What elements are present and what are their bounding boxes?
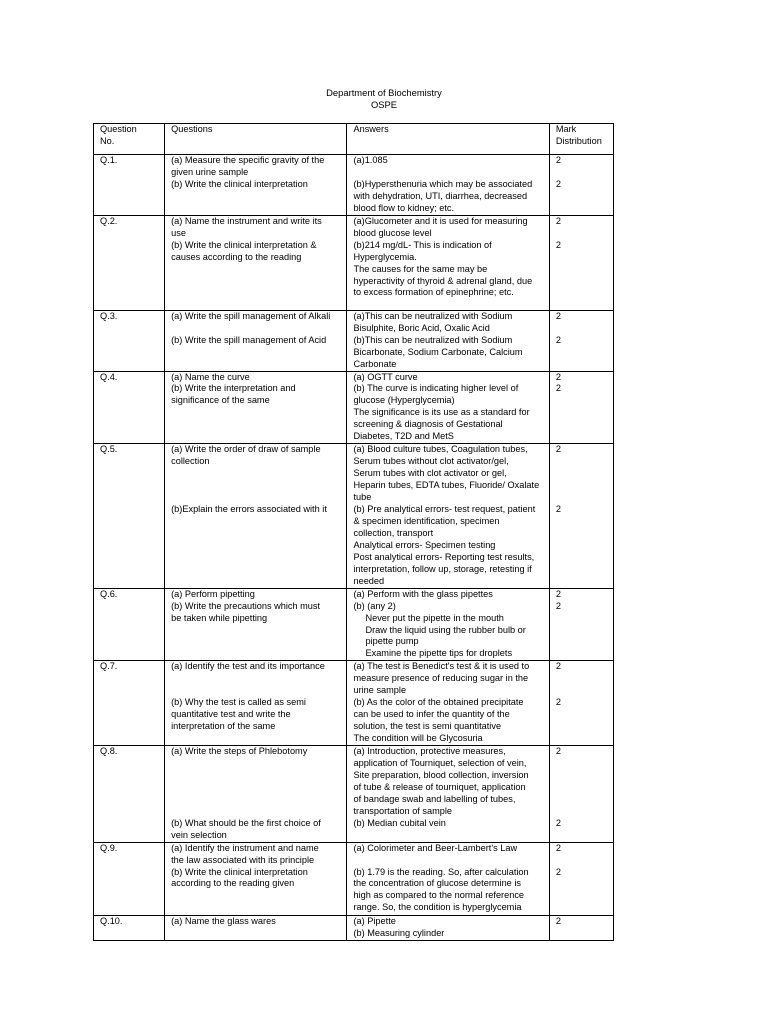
answer-line: (a)Glucometer and it is used for measuring xyxy=(353,215,528,226)
mark-cell xyxy=(549,588,613,661)
mark-line: 2 xyxy=(555,334,561,345)
mark-line: 2 xyxy=(555,697,561,708)
answer-line: Site preparation, blood collection, inversion xyxy=(353,769,529,780)
question-number-cell xyxy=(94,661,165,746)
mark-line xyxy=(556,806,607,818)
question-number-line: Q.1. xyxy=(100,155,118,165)
question-line: (b) Why the test is called as semi xyxy=(171,697,306,708)
answer-line: The condition will be Glycosuria xyxy=(353,733,483,744)
answer-cell xyxy=(347,915,549,940)
mark-cell xyxy=(549,155,613,216)
question-number-line: Q.4. xyxy=(100,371,118,382)
answer-line: Draw the liquid using the rubber bulb or xyxy=(365,624,526,635)
answer-line: (a) Perform with the glass pipettes xyxy=(353,588,493,599)
mark-line xyxy=(556,758,607,770)
question-line xyxy=(171,468,340,480)
mark-cell xyxy=(549,124,613,155)
answer-line: collection, transport xyxy=(353,527,434,538)
answer-line: (b)Hypersthenuria which may be associated xyxy=(353,178,533,189)
mark-line: 2 xyxy=(555,866,561,877)
answer-line: The significance is its use as a standard for xyxy=(353,407,530,418)
mark-line xyxy=(556,167,607,179)
mark-line xyxy=(556,673,607,685)
answer-line: (b) The curve is indicating higher level of xyxy=(353,383,519,394)
mark-line: 2 xyxy=(555,817,561,828)
question-line xyxy=(171,806,340,818)
answer-line: solution, the test is semi quantitative xyxy=(353,721,502,732)
answer-cell xyxy=(347,215,549,310)
mark-line xyxy=(556,855,607,867)
answer-line: blood flow to kidney; etc. xyxy=(353,202,455,213)
mark-line xyxy=(556,782,607,794)
mark-line: 2 xyxy=(555,310,561,321)
question-line: (a) Identify the instrument and name xyxy=(171,842,319,853)
answer-line: Bisulphite, Boric Acid, Oxalic Acid xyxy=(353,322,490,333)
question-line: (b) Write the interpretation and xyxy=(171,383,296,394)
question-cell xyxy=(165,588,347,661)
question-line: collection xyxy=(171,456,210,467)
mark-line: 2 xyxy=(555,383,561,394)
question-number-cell xyxy=(94,310,165,371)
question-line: (a) Name the curve xyxy=(171,371,250,382)
mark-cell xyxy=(549,444,613,588)
mark-line xyxy=(556,480,607,492)
question-line: (b)Explain the errors associated with it xyxy=(171,503,327,514)
answer-line: Carbonate xyxy=(353,358,397,369)
mark-line xyxy=(556,492,607,504)
answer-line: glucose (Hyperglycemia) xyxy=(353,395,455,406)
question-number-line: Q.2. xyxy=(100,215,118,226)
question-line xyxy=(171,685,340,697)
question-cell xyxy=(165,661,347,746)
answer-line: blood glucose level xyxy=(353,227,432,238)
question-line: (a) Write the steps of Phlebotomy xyxy=(171,746,308,757)
question-line: (b) What should be the first choice of xyxy=(171,817,321,828)
question-line: (b) Write the precautions which must xyxy=(171,600,321,611)
table-header-row xyxy=(94,124,614,155)
mark-line: Mark xyxy=(555,124,577,134)
question-number-cell xyxy=(94,215,165,310)
question-number-line: No. xyxy=(100,135,115,146)
answer-line: pipette pump xyxy=(365,636,419,647)
answer-line: (a) The test is Benedict's test & it is used to xyxy=(353,661,530,672)
table-row xyxy=(94,215,614,310)
mark-cell xyxy=(549,746,613,843)
mark-line: 2 xyxy=(555,371,561,382)
answer-line: Analytical errors- Specimen testing xyxy=(353,539,496,550)
mark-line: 2 xyxy=(555,661,561,672)
mark-line: 2 xyxy=(555,503,561,514)
question-cell xyxy=(165,842,347,915)
question-line: (a) Perform pipetting xyxy=(171,588,255,599)
question-cell xyxy=(165,310,347,371)
department-title: Department of Biochemistry xyxy=(326,87,442,98)
question-line: (a) Write the spill management of Alkali xyxy=(171,310,331,321)
answer-line: screening & diagnosis of Gestational xyxy=(353,419,503,430)
question-number-cell xyxy=(94,124,165,155)
mark-line: 2 xyxy=(555,215,561,226)
table-row xyxy=(94,310,614,371)
mark-line: Distribution xyxy=(555,135,602,146)
answer-cell xyxy=(347,661,549,746)
mark-line xyxy=(556,770,607,782)
answer-line: (b) Pre analytical errors- test request, patient xyxy=(353,504,536,514)
question-line: interpretation of the same xyxy=(171,721,276,732)
question-line: (b) Write the clinical interpretation xyxy=(171,866,308,877)
answer-line: (a) Blood culture tubes, Coagulation tubes, xyxy=(353,444,528,455)
table-row xyxy=(94,661,614,746)
answer-cell xyxy=(347,155,549,216)
table-row xyxy=(94,371,614,444)
question-number-line: Q.5. xyxy=(100,444,118,455)
question-number-line: Q.8. xyxy=(100,746,118,757)
mark-line: 2 xyxy=(555,155,561,165)
question-number-cell xyxy=(94,588,165,661)
mark-line: 2 xyxy=(555,239,561,250)
ospe-table xyxy=(93,123,614,941)
mark-cell xyxy=(549,915,613,940)
table-row xyxy=(94,444,614,588)
question-number-line: Q.6. xyxy=(100,588,118,599)
question-line xyxy=(171,758,340,770)
answer-line: (a) Colorimeter and Beer-Lambert's Law xyxy=(353,842,518,853)
mark-cell xyxy=(549,310,613,371)
answer-line: with dehydration, UTI, diarrhea, decreased xyxy=(353,190,528,201)
answer-line: the concentration of glucose determine is xyxy=(353,878,521,889)
mark-line: 2 xyxy=(555,178,561,189)
answer-cell xyxy=(347,444,549,588)
question-line xyxy=(171,782,340,794)
question-number-cell xyxy=(94,371,165,444)
question-line: (a) Name the glass wares xyxy=(171,915,276,926)
answer-line: range. So, the condition is hyperglycemia xyxy=(353,902,522,913)
exam-title: OSPE xyxy=(370,99,398,110)
answer-line: urine sample xyxy=(353,685,407,696)
question-number-line: Q.9. xyxy=(100,842,118,853)
answer-line: application of Tourniquet, selection of vein, xyxy=(353,758,527,769)
answer-line: (a) OGTT curve xyxy=(353,371,418,382)
question-number-cell xyxy=(94,155,165,216)
answer-line: (b)214 mg/dL- This is indication of xyxy=(353,239,492,250)
answer-line: Diabetes, T2D and MetS xyxy=(353,431,454,442)
answer-line: & specimen identification, specimen xyxy=(353,515,500,526)
answer-line: (b) (any 2) xyxy=(353,600,396,611)
answer-line: (a)1.085 xyxy=(353,155,388,165)
mark-line xyxy=(556,794,607,806)
table-row xyxy=(94,915,614,940)
question-line: (b) Write the clinical interpretation xyxy=(171,178,308,189)
question-number-cell xyxy=(94,444,165,588)
mark-cell xyxy=(549,661,613,746)
question-line: be taken while pipetting xyxy=(171,612,268,623)
answer-cell xyxy=(347,588,549,661)
question-line: (b) Write the spill management of Acid xyxy=(171,334,327,345)
answer-line: (b) Measuring cylinder xyxy=(353,927,445,938)
answer-line: measure presence of reducing sugar in the xyxy=(353,673,529,684)
answer-line: (b) Median cubital vein xyxy=(353,817,446,828)
mark-line xyxy=(556,323,607,335)
answer-line xyxy=(353,855,542,867)
question-line: the law associated with its principle xyxy=(171,854,315,865)
question-cell xyxy=(165,746,347,843)
question-line: significance of the same xyxy=(171,395,270,406)
mark-line: 2 xyxy=(555,915,561,926)
answer-cell xyxy=(347,746,549,843)
answer-line: hyperactivity of thyroid & adrenal gland, due xyxy=(353,275,533,286)
answer-line: (a)This can be neutralized with Sodium xyxy=(353,310,513,321)
question-line: (a) Identify the test and its importance xyxy=(171,661,325,672)
question-line xyxy=(171,770,340,782)
table-row xyxy=(94,155,614,216)
answer-line: (b) As the color of the obtained precipitate xyxy=(353,697,524,708)
question-line xyxy=(171,492,340,504)
answer-cell xyxy=(347,842,549,915)
answer-line: to excess formation of epinephrine; etc. xyxy=(353,287,514,298)
question-line: Questions xyxy=(171,124,213,134)
answer-line: Bicarbonate, Sodium Carbonate, Calcium xyxy=(353,346,523,357)
answer-line: Serum tubes with clot activator or gel, xyxy=(353,468,507,479)
question-number-cell xyxy=(94,746,165,843)
mark-line: 2 xyxy=(555,746,561,757)
question-cell xyxy=(165,371,347,444)
answer-line: can be used to infer the quantity of the xyxy=(353,709,510,720)
answer-line: interpretation, follow up, storage, retesting if xyxy=(353,563,532,574)
mark-line xyxy=(556,685,607,697)
answer-line: The causes for the same may be xyxy=(353,263,488,274)
question-line: vein selection xyxy=(171,829,227,840)
question-line xyxy=(171,480,340,492)
table-row xyxy=(94,588,614,661)
question-line: use xyxy=(171,227,186,238)
answer-line: (a) Pipette xyxy=(353,915,396,926)
question-line: (b) Write the clinical interpretation & xyxy=(171,239,317,250)
answer-line: Examine the pipette tips for droplets xyxy=(365,648,513,659)
question-cell xyxy=(165,444,347,588)
question-line: (a) Measure the specific gravity of the xyxy=(171,155,325,165)
answer-cell xyxy=(347,310,549,371)
mark-line xyxy=(556,228,607,240)
answer-line: Answers xyxy=(353,124,389,134)
question-number-cell xyxy=(94,915,165,940)
table-row xyxy=(94,842,614,915)
answer-line: (b) 1.79 is the reading. So, after calculation xyxy=(353,866,529,877)
answer-line: needed xyxy=(353,575,385,586)
question-line xyxy=(171,323,340,335)
question-line xyxy=(171,673,340,685)
question-number-cell xyxy=(94,842,165,915)
answer-line: Hyperglycemia. xyxy=(353,251,417,262)
answer-cell xyxy=(347,371,549,444)
question-number-line: Question xyxy=(100,124,137,134)
answer-line: tube xyxy=(353,492,372,503)
answer-line: of tube & release of tourniquet, application xyxy=(353,781,526,792)
answer-line: Serum tubes without clot activator/gel, xyxy=(353,456,509,467)
question-line: (a) Name the instrument and write its xyxy=(171,215,322,226)
table-row xyxy=(94,746,614,843)
mark-cell xyxy=(549,215,613,310)
question-cell xyxy=(165,124,347,155)
answer-line: of bandage swab and labelling of tubes, xyxy=(353,793,516,804)
question-line xyxy=(171,794,340,806)
answer-line xyxy=(353,167,542,179)
answer-line: Post analytical errors- Reporting test results, xyxy=(353,551,535,562)
question-cell xyxy=(165,155,347,216)
mark-line: 2 xyxy=(555,600,561,611)
question-line: given urine sample xyxy=(171,166,249,177)
answer-line: Never put the pipette in the mouth xyxy=(365,612,504,623)
question-line: quantitative test and write the xyxy=(171,709,291,720)
question-cell xyxy=(165,215,347,310)
question-line: (a) Write the order of draw of sample xyxy=(171,444,321,455)
mark-line xyxy=(556,468,607,480)
mark-line: 2 xyxy=(555,588,561,599)
answer-line: transportation of sample xyxy=(353,805,453,816)
question-number-line: Q.3. xyxy=(100,310,118,321)
mark-cell xyxy=(549,371,613,444)
question-line: according to the reading given xyxy=(171,878,295,889)
question-number-line: Q.7. xyxy=(100,661,118,672)
question-cell xyxy=(165,915,347,940)
answer-line: (a) Introduction, protective measures, xyxy=(353,746,506,757)
question-number-line: Q.10. xyxy=(100,915,123,926)
answer-cell xyxy=(347,124,549,155)
answer-line: Heparin tubes, EDTA tubes, Fluoride/ Oxalate xyxy=(353,480,540,491)
mark-cell xyxy=(549,842,613,915)
answer-line: (b)This can be neutralized with Sodium xyxy=(353,334,513,345)
mark-line: 2 xyxy=(555,444,561,455)
mark-line xyxy=(556,456,607,468)
question-line: causes according to the reading xyxy=(171,251,302,262)
mark-line: 2 xyxy=(555,842,561,853)
answer-line: high as compared to the normal reference xyxy=(353,890,525,901)
